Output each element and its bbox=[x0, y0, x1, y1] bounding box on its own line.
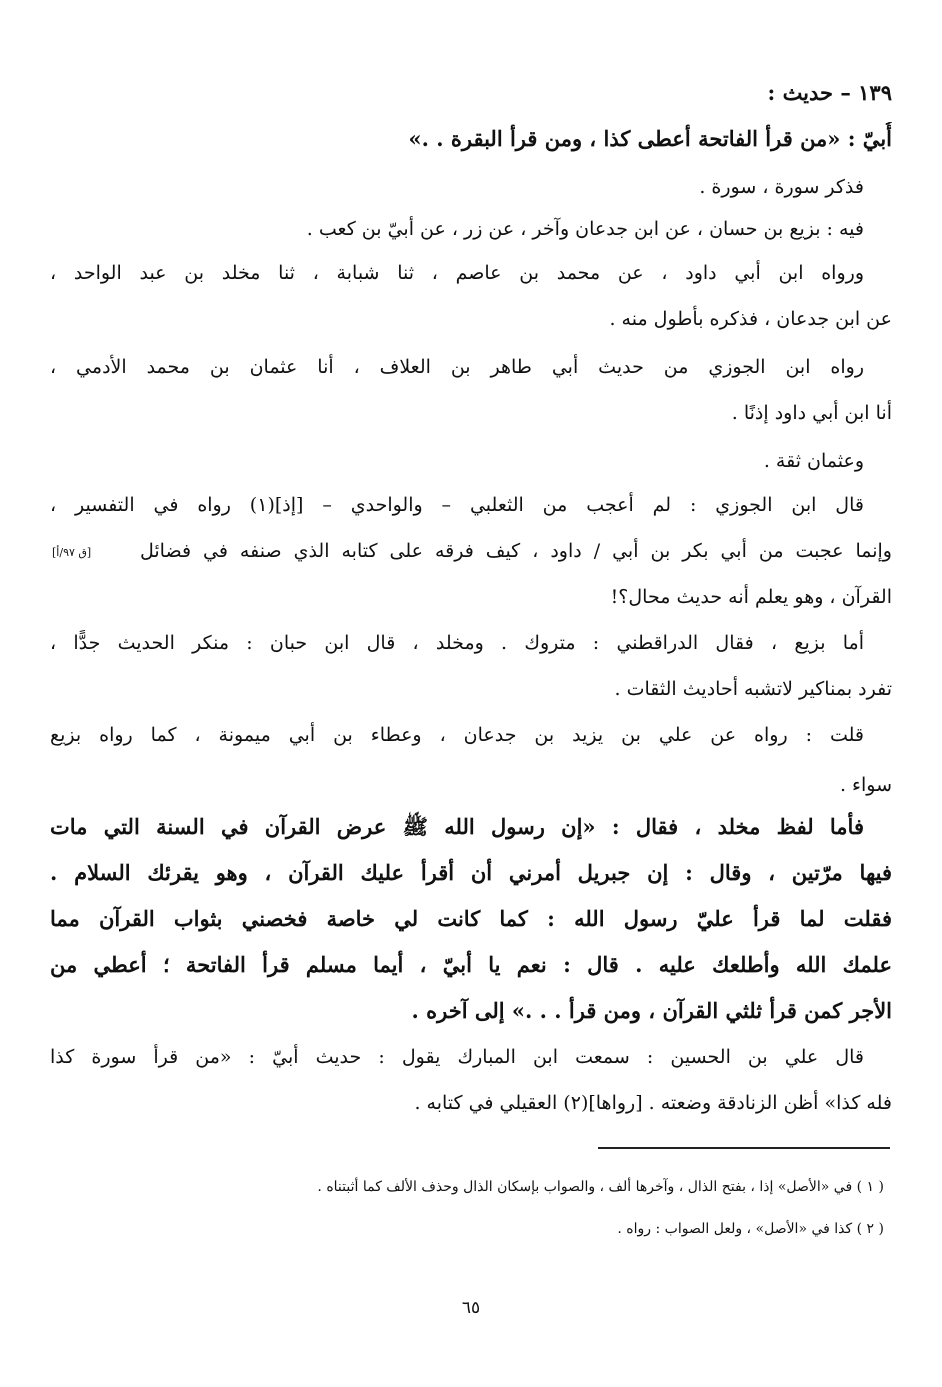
text-line: رواه ابن الجوزي من حديث أبي طاهر بن العلاف ، أنا عثمان بن محمد الأدمي ، bbox=[50, 356, 864, 378]
page-number: ٦٥ bbox=[461, 1298, 481, 1318]
hadith-heading: ١٣٩ – حديث : bbox=[767, 80, 892, 105]
text-line: أما بزيع ، فقال الدراقطني : متروك . ومخلد ، قال ابن حبان : منكر الحديث جدًّا ، bbox=[50, 632, 864, 654]
text-line: تفرد بمناكير لاتشبه أحاديث الثقات . bbox=[614, 678, 892, 700]
text-line: ورواه ابن أبي داود ، عن محمد بن عاصم ، ثنا شبابة ، ثنا مخلد بن عبد الواحد ، bbox=[50, 262, 864, 284]
hadith-text-line: الأجر كمن قرأ ثلثي القرآن ، ومن قرأ . . .» إلى آخره . bbox=[411, 998, 892, 1023]
footnote: ( ١ ) في «الأصل» إذا ، بفتح الذال ، وآخرها ألف ، والصواب بإسكان الذال وحذف الألف كما أثبتناه . bbox=[317, 1179, 884, 1195]
hadith-text-line: فيها مرّتين ، وقال : إن جبريل أمرني أن أقرأ عليك القرآن ، وهو يقرئك السلام . bbox=[50, 860, 892, 885]
text-line: أنا ابن أبي داود إذنًا . bbox=[731, 402, 892, 424]
text-line: قال علي بن الحسين : سمعت ابن المبارك يقول : حديث أبيّ : «من قرأ سورة كذا bbox=[50, 1046, 864, 1068]
text-line: القرآن ، وهو يعلم أنه حديث محال؟! bbox=[610, 586, 892, 608]
text-line: فذكر سورة ، سورة . bbox=[699, 176, 864, 198]
footnote: ( ٢ ) كذا في «الأصل» ، ولعل الصواب : رواه . bbox=[617, 1221, 884, 1237]
hadith-text-line: علمك الله وأطلعك عليه . قال : نعم يا أبيّ ، أيما مسلم قرأ الفاتحة ؛ أعطي من bbox=[50, 952, 892, 977]
text-line: وعثمان ثقة . bbox=[763, 450, 864, 472]
text-line: قال ابن الجوزي : لم أعجب من الثعلبي – والواحدي – [إذ](١) رواه في التفسير ، bbox=[50, 494, 864, 516]
text-line: عن ابن جدعان ، فذكره بأطول منه . bbox=[609, 308, 892, 330]
hadith-text-line: فقلت لما قرأ عليّ رسول الله : كما كانت لي خاصة فخصني بثواب القرآن مما bbox=[50, 906, 892, 931]
hadith-text-line: فأما لفظ مخلد ، فقال : «إن رسول الله ﷺ عرض القرآن في السنة التي مات bbox=[50, 814, 864, 839]
text-line: قلت : رواه عن علي بن يزيد بن جدعان ، وعطاء بن أبي ميمونة ، كما رواه بزيع bbox=[50, 724, 864, 746]
text-line: فله كذا» أظن الزنادقة وضعته . [رواها](٢) العقيلي في كتابه . bbox=[414, 1092, 892, 1114]
manuscript-folio-note: [ق ٩٧/أ] bbox=[52, 546, 92, 559]
footnote-separator bbox=[598, 1147, 890, 1149]
text-line: سواء . bbox=[839, 774, 892, 796]
text-line: وإنما عجبت من أبي بكر بن أبي / داود ، كيف فرقه على كتابه الذي صنفه في فضائل bbox=[140, 540, 892, 562]
hadith-text-line: أُبيّ : «من قرأ الفاتحة أعطى كذا ، ومن قرأ البقرة . .» bbox=[408, 126, 892, 151]
text-line: فيه : بزيع بن حسان ، عن ابن جدعان وآخر ، عن زر ، عن أبيّ بن كعب . bbox=[306, 218, 864, 240]
